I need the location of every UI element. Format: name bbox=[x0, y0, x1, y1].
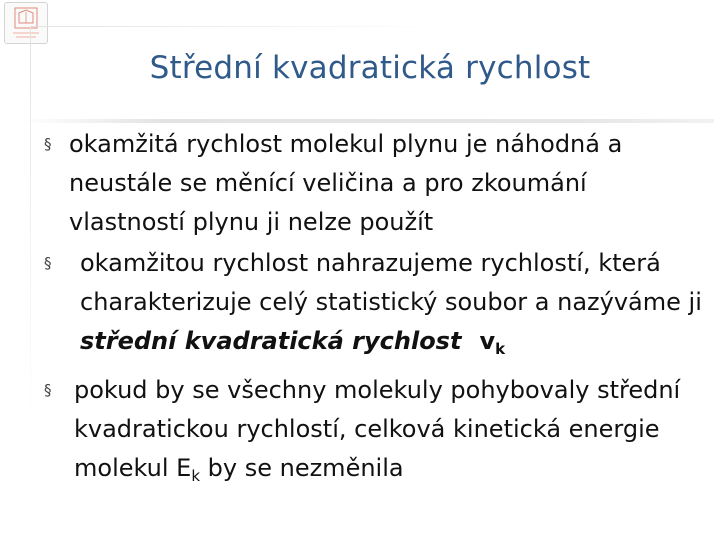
university-logo bbox=[4, 2, 48, 44]
bullet-text: okamžitá rychlost molekul plynu je náhodná a neustále se měnící veličina a pro zkoumání vlastností plynu ji nelze použít bbox=[69, 130, 623, 236]
bullet-text bbox=[80, 244, 704, 369]
frame-line-top bbox=[30, 26, 450, 27]
bullet-text-part: okamžitou rychlost nahrazujeme rychlostí, která charakterizuje celý statistický soubor a nazýváme ji bbox=[80, 249, 702, 316]
velocity-subscript: k bbox=[495, 340, 506, 358]
bullet-marker: § bbox=[44, 135, 52, 153]
bullet-marker: § bbox=[44, 254, 52, 272]
bullet-item bbox=[44, 125, 704, 242]
slide-title: Střední kvadratická rychlost bbox=[149, 50, 591, 86]
emphasized-term: střední kvadratická rychlost bbox=[80, 327, 462, 355]
energy-subscript: k bbox=[191, 467, 201, 485]
title-divider bbox=[24, 119, 714, 123]
velocity-symbol: v bbox=[479, 327, 496, 355]
bullet-text-part: pokud by se všechny molekuly pohybovaly střední kvadratickou rychlostí, celková kinetická energie molekul E bbox=[74, 376, 681, 482]
bullet-text-part: by se nezměnila bbox=[200, 454, 404, 482]
bullet-text bbox=[74, 371, 704, 496]
bullet-item bbox=[44, 244, 704, 369]
frame-line-left bbox=[30, 26, 31, 436]
bullet-item bbox=[44, 371, 704, 496]
bullet-marker: § bbox=[44, 381, 52, 399]
